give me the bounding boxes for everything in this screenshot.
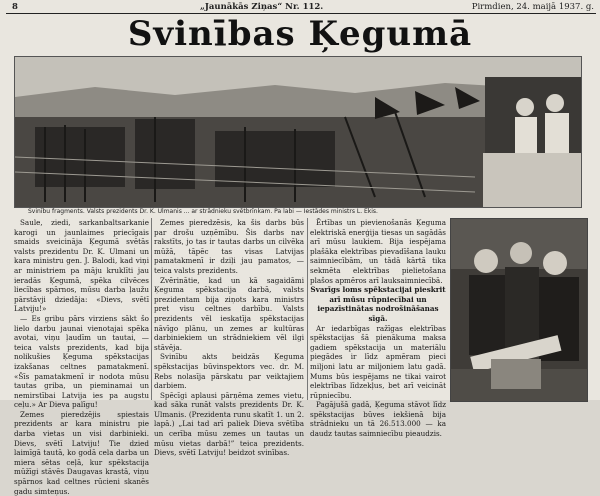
column-divider [307, 218, 308, 400]
paragraph: Spēcīgi aplausi pārņēma zemes vietu, kad sāka runāt valsts prezidents Dr. K. Ulmanis. (Prezidenta runu skatīt 1. un 2. lapā.) „Lai tad arī paliek Dieva svētība un cerība mūsu zemes un tautas un mūsu vietas darbā!” teica prezidents. Dievs, svētī Latviju! beidzot svinības. [154, 390, 304, 458]
ceremony-photo-illustration [15, 57, 581, 207]
article-column-3 [310, 218, 446, 439]
paragraph: Zemes pieredzējis spiestais prezidents ar kara ministru pie darba vietas un visi darbinieki. Dievs, svētī Latviju! Tie dzied laimīgā tautā, ko godā cela darba un miera sētas ceļā, kur spēkstacija mūžīgi stāvēs Daugavas krastā, viņu spārnos kad celtnes rūcieni skanēs gadu simteņus. [14, 409, 149, 496]
subheading: Svarīgs loms spēkstacijai pieskrit arī mūsu rūpniecībai un iepazīstinātas nodrošināšanas sīgā. [310, 285, 446, 323]
paragraph: Ar iedarbīgas ražīgas elektrības spēkstacijas šā pienākuma maksa gadiem spēkstacija un materiālu piegādes ir līdz apmēram pieci miljoni latu ar miljoniem latu gadā. Mums būs iespējams ne tikai vairot elektrības līdzekļus, bet arī veicināt rūpniecību. [310, 323, 446, 400]
article-column-2 [154, 218, 304, 458]
column-divider [151, 218, 152, 400]
issue-date: Pirmdien, 24. maijā 1937. g. [471, 2, 594, 12]
ministers-photo-illustration [451, 219, 587, 401]
paragraph: Saule, ziedi, sarkanbaltsarkanie karogi un jaunlaimes priecīgais smaids sveicināja Ķegumā svētās valsts prezidentu Dr. K. Ulmani un kara ministru gen. J. Balodi, kad viņi ar ministriem pa māju kruklīti jau ieradās Ķegumā, spēka cilvēces liecības spārnos, mūsu darba ļaužu pārstāvji dziedāja: «Dievs, svētī Latviju!» [14, 218, 149, 314]
ceremony-photo [14, 56, 582, 208]
ministers-photo [450, 218, 588, 402]
headline: Svinības Ķegumā [127, 14, 473, 54]
paragraph: Svinību akts beidzās Ķeguma spēkstacijas būvinspektors vec. dr. M. Rebs nolasīja pārskatu par veiktajiem darbiem. [154, 352, 304, 391]
article-column-1 [14, 218, 149, 496]
page-number: 8 [12, 2, 18, 12]
paragraph: Zemes pieredzēsis, ka šis darbs būs par drošu uzņēmību. Šis darbs nav rakstīts, jo tas ir tautas darbs un cilvēka mūžā, tāpēc tas visas Latvijas pamatakmenī ir dziļi jau pamatos, — teica valsts prezidents. [154, 218, 304, 275]
photo-caption: Svinību fragments. Valsts prezidents Dr. K. Ulmanis ... ar strādnieku svētbrīnkam. Pa labi — Iestādes ministrs L. Ekis. [28, 208, 378, 215]
paragraph: Ērtības un pievienošanās Ķeguma elektriskā enerģija tiesas un sagādās arī mūsu laukiem. Bija iespējama plašāka elektrības pievadīšana lauku saimniecībām, un tādā kārtā tika sekmēta elektrības pielietošana plašos apmēros arī lauksaimniecībā. [310, 218, 446, 285]
paragraph: Pagājušā gadā, Ķeguma stāvot līdz spēkstacijas būves iekšienā bija strādnieku un tā 26.513.000 — ka daudz tautas saimniecību pieaudzis. [310, 400, 446, 439]
newspaper-name: „Jaunākās Ziņas“ Nr. 112. [200, 2, 324, 12]
paragraph: Zvērinātie, kad un kā sagaidāmi Ķeguma spēkstacija darbā, valsts prezidentam bija ziņots kara ministrs pret visu celtnes darbību. Valsts prezidents vēl ieskatīja spēkstacijas nāvīgo plānu, un zemes ar kultūras darbiniekiem un strādniekiem vēl ilgi stāvēja. [154, 275, 304, 352]
paragraph: — Es gribu pārs virziens sākt šo lielo darbu jaunai vienotajai spēka avotai, viņu ļaudīm un tautai, — teica valsts prezidents, kad bija nolikušies Ķeguma spēkstacijas izakšanas celtnes pamatakmenī. «Šīs pamatakmenī ir nodota mūsu tautas griba, un pieminamai un nemirstībai Latvija ies pa augstu ceļu.» Ar Dieva palīgu! [14, 313, 149, 410]
